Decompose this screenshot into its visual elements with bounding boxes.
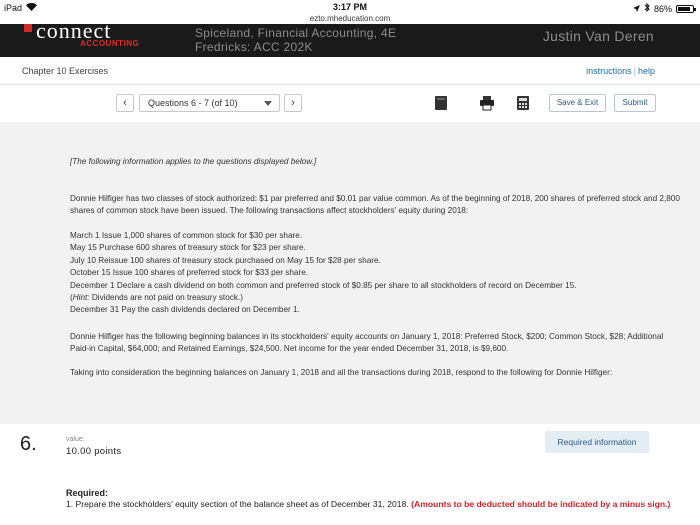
link-separator: |	[633, 66, 636, 76]
connect-logo[interactable]	[18, 18, 168, 57]
intro-note: [The following information applies to the questions displayed below.]	[70, 157, 317, 166]
required-note: (Amounts to be deducted should be indicated by a minus sign.)	[411, 499, 671, 509]
bluetooth-icon	[644, 3, 650, 14]
question-select-value: Questions 6 - 7 (of 10)	[148, 98, 238, 108]
help-link[interactable]: help	[637, 66, 655, 76]
question-points: 10.00 points	[66, 446, 122, 457]
transaction-item: December 1 Declare a cash dividend on both common and preferred stock of $0.85 per share to all stockholders of record on December 15.	[70, 280, 577, 290]
required-title: Required:	[66, 488, 109, 498]
transaction-item: May 15 Purchase 600 shares of treasury stock for $23 per share.	[70, 243, 306, 253]
print-icon[interactable]	[479, 95, 495, 111]
instruction-paragraph: Taking into consideration the beginning balances on January 1, 2018 and all the transactions during 2018, respond to the following for Donnie Hilfiger:	[70, 368, 613, 377]
required-section	[0, 486, 700, 525]
required-text: 1. Prepare the stockholders' equity section of the balance sheet as of December 31, 2018.	[66, 499, 409, 509]
submit-button[interactable]: Submit	[614, 94, 656, 112]
value-label: value:	[66, 436, 85, 443]
mcgraw-hill-mark-icon	[24, 24, 32, 32]
course-title	[195, 26, 396, 54]
battery-icon	[676, 5, 694, 13]
hint-text: Dividends are not paid on treasury stock.)	[89, 293, 243, 303]
hint-label: Hint:	[72, 293, 90, 303]
hint-line	[70, 292, 680, 304]
status-right	[633, 3, 694, 14]
battery-percent: 86%	[653, 3, 672, 14]
calculator-icon[interactable]	[516, 95, 532, 111]
help-links	[586, 66, 655, 76]
question-content	[0, 122, 700, 424]
hint-open: (	[70, 293, 73, 303]
balances-paragraph: Donnie Hilfiger has the following beginning balances in its stockholders' equity accounts on January 1, 2018: Preferred Stock, $200; Common Stock, $28; Additional Paid-in Capital, $64,000; and Retained Earnings, $24,500. Net income for the year ended December 31, 2018, is $9,600.	[70, 332, 664, 354]
required-item	[66, 499, 676, 510]
required-information-button[interactable]: Required information	[545, 431, 649, 453]
course-section: Fredricks: ACC 202K	[195, 40, 313, 54]
course-name: Spiceland, Financial Accounting, 4E	[195, 26, 397, 40]
status-time: 3:17 PM	[332, 2, 367, 12]
transaction-item: December 31 Pay the cash dividends declared on December 1.	[70, 305, 300, 315]
previous-question-button[interactable]: ‹	[116, 94, 134, 112]
save-exit-button[interactable]: Save & Exit	[549, 94, 606, 112]
question-select[interactable]	[139, 94, 280, 112]
device-label: iPad	[4, 3, 23, 13]
question-header	[0, 424, 700, 486]
problem-paragraph: Donnie Hilfiger has two classes of stock authorized: $1 par preferred and $0.01 par value common. As of the beginning of 2018, 200 shares of preferred stock and 2,800 shares of common stock have been issued. The following transactions affect stockholders' equity during 2018:	[70, 194, 680, 216]
question-number: 6.	[20, 433, 37, 455]
logo-subtitle: ACCOUNTING	[80, 39, 140, 48]
instructions-link[interactable]: instructions	[586, 66, 632, 76]
chevron-down-icon	[264, 101, 272, 106]
transaction-item: March 1 Issue 1,000 shares of common stock for $30 per share.	[70, 231, 303, 240]
user-name[interactable]: Justin Van Deren	[542, 28, 654, 44]
transaction-item: October 15 Issue 100 shares of preferred stock for $33 per share.	[70, 268, 309, 278]
logo-wordmark: connect	[36, 18, 112, 43]
address-url[interactable]: ezto.mheducation.com	[309, 14, 391, 23]
location-icon	[633, 4, 640, 14]
next-question-button[interactable]: ›	[284, 94, 302, 112]
book-icon[interactable]	[434, 95, 450, 111]
transactions-list	[70, 230, 680, 317]
assignment-title-row	[0, 57, 700, 85]
question-toolbar	[0, 86, 700, 122]
assignment-title: Chapter 10 Exercises	[22, 66, 109, 76]
transaction-item: July 10 Reissue 100 shares of treasury stock purchased on May 15 for $28 per share.	[70, 255, 381, 265]
